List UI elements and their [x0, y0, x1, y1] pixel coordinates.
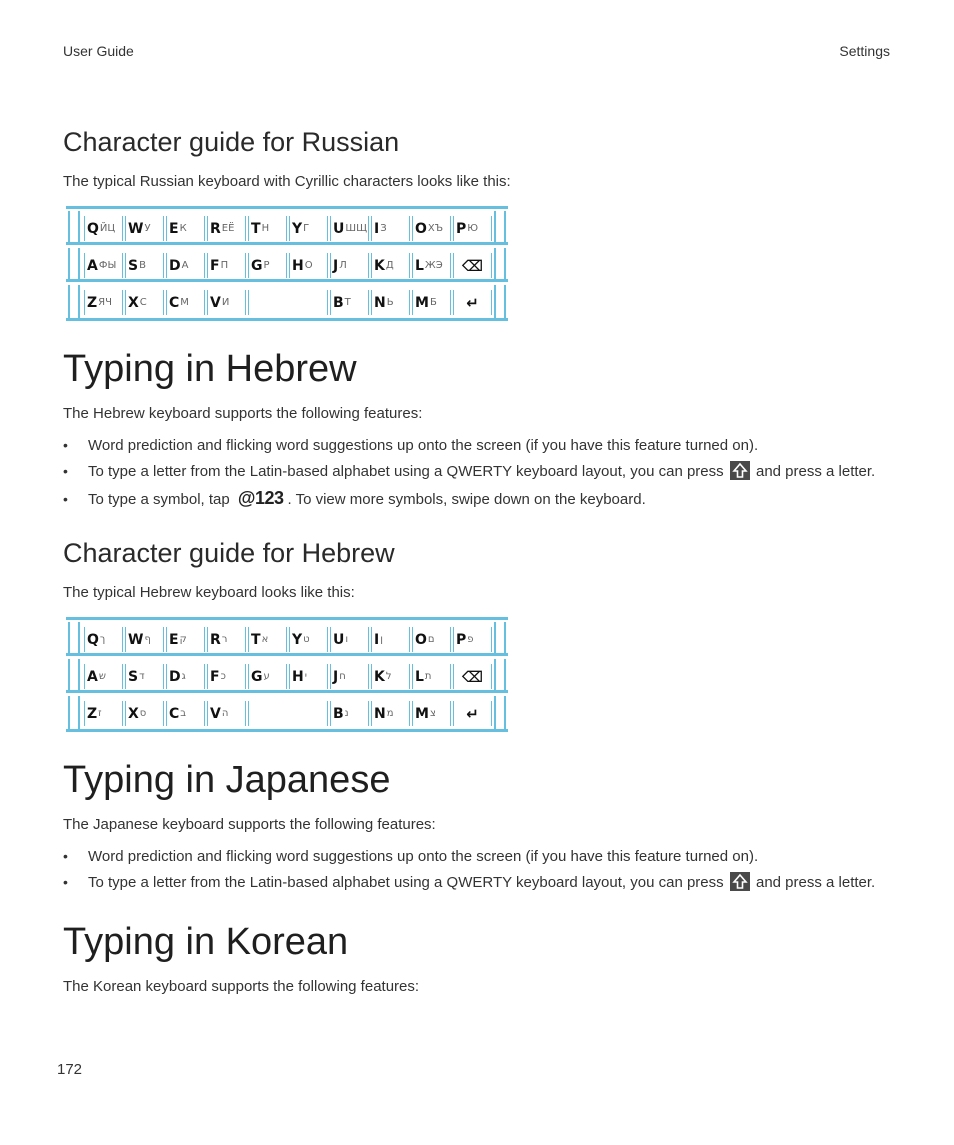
list-item: • To type a letter from the Latin-based alphabet using a QWERTY keyboard layout, you can press and press a letter. [63, 874, 876, 891]
keyboard-edge [494, 659, 506, 690]
shift-key-icon [730, 872, 750, 891]
hebrew-guide-intro: The typical Hebrew keyboard looks like this: [63, 584, 355, 601]
key-alt-letters: ХЪ [427, 223, 444, 234]
list-item: • To type a letter from the Latin-based alphabet using a QWERTY keyboard layout, you can press and press a letter. [63, 463, 876, 480]
key-latin-letter: H [292, 257, 304, 274]
key-alt-letters: ע [263, 671, 270, 682]
keyboard-key [84, 701, 123, 726]
keyboard-key [412, 290, 451, 315]
key-latin-letter: U [333, 631, 345, 648]
keyboard-key [125, 701, 164, 726]
key-latin-letter: B [333, 705, 344, 722]
keyboard-edge [494, 696, 506, 730]
key-latin-letter: D [169, 257, 181, 274]
key-alt-letters: ך [99, 634, 106, 645]
symbol-key-icon: @123 [237, 488, 284, 508]
keyboard-key [412, 627, 451, 652]
keyboard-key [330, 290, 369, 315]
keyboard-edge [68, 622, 80, 653]
key-alt-letters: С [139, 297, 147, 308]
key-alt-letters: Р [263, 260, 270, 271]
key-alt-letters: И [221, 297, 230, 308]
keyboard-key [289, 664, 328, 689]
page-number: 172 [57, 1061, 83, 1078]
japanese-intro: The Japanese keyboard supports the following features: [63, 816, 436, 833]
keyboard-row [66, 696, 508, 730]
keyboard-edge [494, 285, 506, 319]
key-latin-letter: N [374, 705, 386, 722]
key-alt-letters: Н [261, 223, 270, 234]
keyboard-key [207, 627, 246, 652]
keyboard-key [125, 290, 164, 315]
key-latin-letter: O [415, 631, 427, 648]
key-alt-letters: צ [429, 708, 436, 719]
key-alt-letters: Л [339, 260, 347, 271]
key-latin-letter: E [169, 220, 179, 237]
key-latin-letter: S [128, 668, 139, 685]
keyboard-key [453, 216, 492, 241]
key-latin-letter: J [333, 257, 339, 274]
keyboard-key [207, 253, 246, 278]
keyboard-key [84, 290, 123, 315]
running-header-left: User Guide [63, 43, 134, 59]
keyboard-key [330, 664, 369, 689]
hebrew-guide-heading: Character guide for Hebrew [63, 538, 395, 568]
keyboard-edge [68, 696, 80, 730]
key-alt-letters: П [220, 260, 229, 271]
enter-icon: ↵ [453, 701, 492, 726]
key-alt-letters: ז [98, 708, 102, 719]
keyboard-key [166, 253, 205, 278]
keyboard-key [289, 253, 328, 278]
key-alt-letters: ש [98, 671, 106, 682]
key-latin-letter: R [210, 631, 221, 648]
key-alt-letters: ב [180, 708, 187, 719]
key-latin-letter: E [169, 631, 179, 648]
keyboard-key [207, 701, 246, 726]
key-latin-letter: Q [87, 220, 99, 237]
key-latin-letter: C [169, 705, 180, 722]
key-latin-letter: P [456, 631, 467, 648]
key-alt-letters: ג [181, 671, 186, 682]
key-alt-letters: Б [429, 297, 437, 308]
keyboard-key [84, 627, 123, 652]
keyboard-key [166, 701, 205, 726]
key-latin-letter: W [128, 631, 144, 648]
bullet-icon: • [63, 437, 68, 453]
key-alt-letters: מ [386, 708, 394, 719]
list-item: • To type a symbol, tap @123 . To view more symbols, swipe down on the keyboard. [63, 488, 646, 508]
keyboard-edge [68, 211, 80, 242]
bullet-icon: • [63, 463, 68, 479]
keyboard-key [166, 290, 205, 315]
key-alt-letters: В [139, 260, 146, 271]
key-latin-letter: Z [87, 294, 98, 311]
keyboard-key [289, 216, 328, 241]
bullet-icon: • [63, 874, 68, 890]
keyboard-row [66, 622, 508, 656]
keyboard-key [371, 253, 410, 278]
key-alt-letters: א [261, 634, 269, 645]
key-latin-letter: J [333, 668, 339, 685]
key-latin-letter: C [169, 294, 180, 311]
key-alt-letters: К [179, 223, 187, 234]
key-alt-letters: ס [139, 708, 147, 719]
keyboard-key [289, 627, 328, 652]
keyboard-key [166, 664, 205, 689]
keyboard-key [125, 664, 164, 689]
key-latin-letter: A [87, 257, 98, 274]
key-alt-letters: ח [339, 671, 346, 682]
keyboard-row [66, 248, 508, 282]
key-alt-letters: ן [380, 634, 383, 645]
key-latin-letter: L [415, 668, 424, 685]
key-latin-letter: W [128, 220, 144, 237]
key-alt-letters: Г [303, 223, 310, 234]
keyboard-key [453, 627, 492, 652]
space-key [248, 290, 328, 315]
bullet-icon: • [63, 848, 68, 864]
key-alt-letters: Ь [386, 297, 394, 308]
keyboard-key [84, 664, 123, 689]
key-alt-letters: ЙЦ [99, 223, 116, 234]
key-latin-letter: N [374, 294, 386, 311]
key-latin-letter: M [415, 294, 429, 311]
key-latin-letter: R [210, 220, 221, 237]
keyboard-key [166, 627, 205, 652]
russian-guide-heading: Character guide for Russian [63, 127, 400, 157]
space-key [248, 701, 328, 726]
keyboard-edge [68, 248, 80, 279]
key-latin-letter: I [374, 220, 380, 237]
keyboard-key [207, 664, 246, 689]
key-alt-letters: ד [139, 671, 145, 682]
backspace-icon: ⌫ [453, 664, 492, 689]
key-alt-letters: О [304, 260, 313, 271]
key-latin-letter: Z [87, 705, 98, 722]
key-alt-letters: Ю [467, 223, 479, 234]
key-latin-letter: F [210, 668, 220, 685]
keyboard-row [66, 659, 508, 693]
bullet-icon: • [63, 491, 68, 507]
key-alt-letters: ק [179, 634, 187, 645]
key-latin-letter: K [374, 668, 385, 685]
key-alt-letters: Д [385, 260, 394, 271]
key-latin-letter: V [210, 705, 221, 722]
list-item: • Word prediction and flicking word suggestions up onto the screen (if you have this feature turned on). [63, 848, 759, 865]
key-alt-letters: ו [345, 634, 349, 645]
key-latin-letter: Y [292, 631, 303, 648]
key-alt-letters: ת [424, 671, 432, 682]
key-latin-letter: Q [87, 631, 99, 648]
keyboard-key [412, 664, 451, 689]
key-latin-letter: G [251, 668, 263, 685]
keyboard-key [248, 627, 287, 652]
shift-key-icon [730, 461, 750, 480]
key-alt-letters: ל [385, 671, 392, 682]
key-alt-letters: י [304, 671, 307, 682]
key-latin-letter: G [251, 257, 263, 274]
keyboard-key [207, 216, 246, 241]
key-alt-letters: М [180, 297, 189, 308]
key-latin-letter: U [333, 220, 345, 237]
keyboard-row [66, 211, 508, 245]
key-latin-letter: X [128, 705, 139, 722]
hebrew-title: Typing in Hebrew [63, 348, 357, 390]
key-alt-letters: ר [221, 634, 228, 645]
key-latin-letter: T [251, 631, 261, 648]
korean-intro: The Korean keyboard supports the following features: [63, 978, 420, 995]
key-latin-letter: S [128, 257, 139, 274]
key-latin-letter: B [333, 294, 344, 311]
keyboard-row [66, 285, 508, 319]
keyboard-key [412, 253, 451, 278]
key-latin-letter: X [128, 294, 139, 311]
key-latin-letter: F [210, 257, 220, 274]
keyboard-key [371, 701, 410, 726]
backspace-icon: ⌫ [453, 253, 492, 278]
keyboard-edge [494, 211, 506, 242]
keyboard-key [125, 253, 164, 278]
key-latin-letter: V [210, 294, 221, 311]
key-latin-letter: P [456, 220, 467, 237]
keyboard-key [84, 216, 123, 241]
keyboard-edge [68, 659, 80, 690]
korean-title: Typing in Korean [63, 921, 349, 963]
key-latin-letter: A [87, 668, 98, 685]
key-alt-letters: כ [220, 671, 226, 682]
russian-keyboard-image [66, 206, 508, 321]
keyboard-key [84, 253, 123, 278]
keyboard-key [166, 216, 205, 241]
key-alt-letters: נ [344, 708, 349, 719]
keyboard-key [412, 701, 451, 726]
key-latin-letter: T [251, 220, 261, 237]
key-alt-letters: З [380, 223, 387, 234]
hebrew-intro: The Hebrew keyboard supports the following features: [63, 405, 423, 422]
running-header-right: Settings [839, 43, 890, 59]
key-latin-letter: D [169, 668, 181, 685]
key-alt-letters: ФЫ [98, 260, 117, 271]
keyboard-edge [494, 248, 506, 279]
key-latin-letter: O [415, 220, 427, 237]
keyboard-key [371, 627, 410, 652]
key-latin-letter: L [415, 257, 424, 274]
key-latin-letter: M [415, 705, 429, 722]
key-alt-letters: פ [467, 634, 474, 645]
key-latin-letter: I [374, 631, 380, 648]
key-alt-letters: ה [221, 708, 229, 719]
keyboard-key [371, 290, 410, 315]
key-alt-letters: ЯЧ [98, 297, 112, 308]
keyboard-key [248, 253, 287, 278]
keyboard-edge [494, 622, 506, 653]
keyboard-key [371, 664, 410, 689]
russian-guide-intro: The typical Russian keyboard with Cyrillic characters looks like this: [63, 173, 511, 190]
key-latin-letter: K [374, 257, 385, 274]
keyboard-key [207, 290, 246, 315]
key-alt-letters: А [181, 260, 189, 271]
hebrew-keyboard-image [66, 617, 508, 732]
key-alt-letters: ף [144, 634, 151, 645]
keyboard-key [125, 627, 164, 652]
key-alt-letters: ЕЁ [221, 223, 235, 234]
keyboard-key [125, 216, 164, 241]
key-alt-letters: ט [303, 634, 310, 645]
keyboard-key [330, 627, 369, 652]
keyboard-edge [68, 285, 80, 319]
key-alt-letters: ШЩ [345, 223, 368, 234]
keyboard-key [248, 664, 287, 689]
enter-icon: ↵ [453, 290, 492, 315]
keyboard-key [248, 216, 287, 241]
keyboard-key [371, 216, 410, 241]
key-alt-letters: ЖЭ [424, 260, 443, 271]
key-alt-letters: Т [344, 297, 351, 308]
key-alt-letters: У [144, 223, 151, 234]
key-latin-letter: H [292, 668, 304, 685]
keyboard-key [330, 701, 369, 726]
key-latin-letter: Y [292, 220, 303, 237]
key-alt-letters: ם [427, 634, 435, 645]
keyboard-key [330, 216, 369, 241]
keyboard-key [412, 216, 451, 241]
japanese-title: Typing in Japanese [63, 759, 391, 801]
keyboard-key [330, 253, 369, 278]
list-item: • Word prediction and flicking word suggestions up onto the screen (if you have this feature turned on). [63, 437, 759, 454]
